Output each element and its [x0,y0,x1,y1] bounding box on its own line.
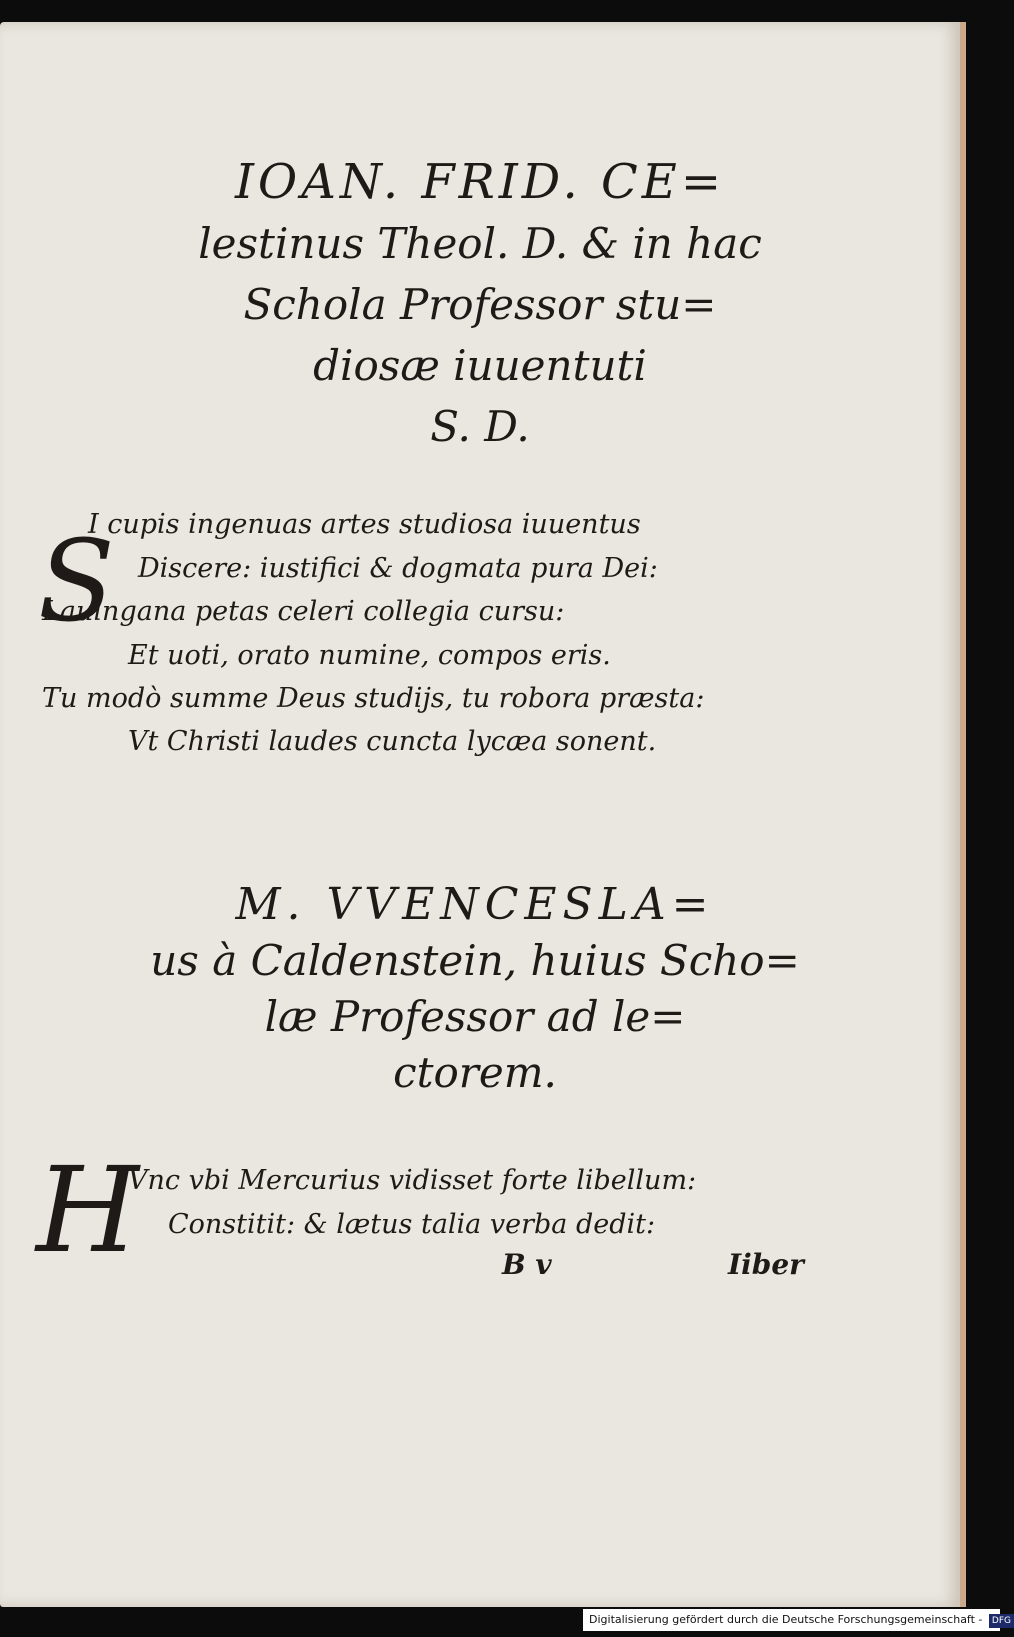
heading-line: us à Caldenstein, huius Scho= [150,936,800,985]
heading-celestinus [0,152,960,457]
signature-mark: B v [502,1248,552,1281]
poem-line: Tu modò summe Deus studijs, tu robora præsta: [42,683,705,714]
heading-line: S. D. [430,402,530,451]
digitization-footer [583,1609,1011,1631]
heading-line: ctorem. [393,1048,557,1097]
poem-line: Vnc vbi Mercurius vidisset forte libellum: [128,1165,697,1196]
book-page [0,22,966,1607]
dfg-logo: DFG [989,1614,1014,1628]
drop-cap-initial: S [38,517,115,647]
poem-line: I cupis ingenuas artes studiosa iuuentus [88,509,641,540]
poem-line: Vt Christi laudes cuncta lycæa sonent. [128,726,657,757]
heading-caldenstein [0,877,960,1101]
catchword: Iiber [728,1248,804,1281]
heading-line: M. VVENCESLA= [235,879,715,930]
heading-line: Schola Professor stu= [243,280,717,329]
heading-line: lestinus Theol. D. & in hac [198,219,762,268]
heading-line: diosæ iuuentuti [313,341,647,390]
poem-line: Discere: iustifici & dogmata pura Dei: [138,553,658,584]
poem-line: Constitit: & lætus talia verba dedit: [168,1209,656,1240]
heading-line: IOAN. FRID. CE= [234,154,726,210]
footer-text: Digitalisierung gefördert durch die Deutsche Forschungsgemeinschaft - [589,1613,983,1626]
heading-line: læ Professor ad le= [264,992,686,1041]
poem-line: Lauingana petas celeri collegia cursu: [42,596,565,627]
poem-line: Et uoti, orato numine, compos eris. [128,640,611,671]
drop-cap-initial: H [36,1141,139,1279]
